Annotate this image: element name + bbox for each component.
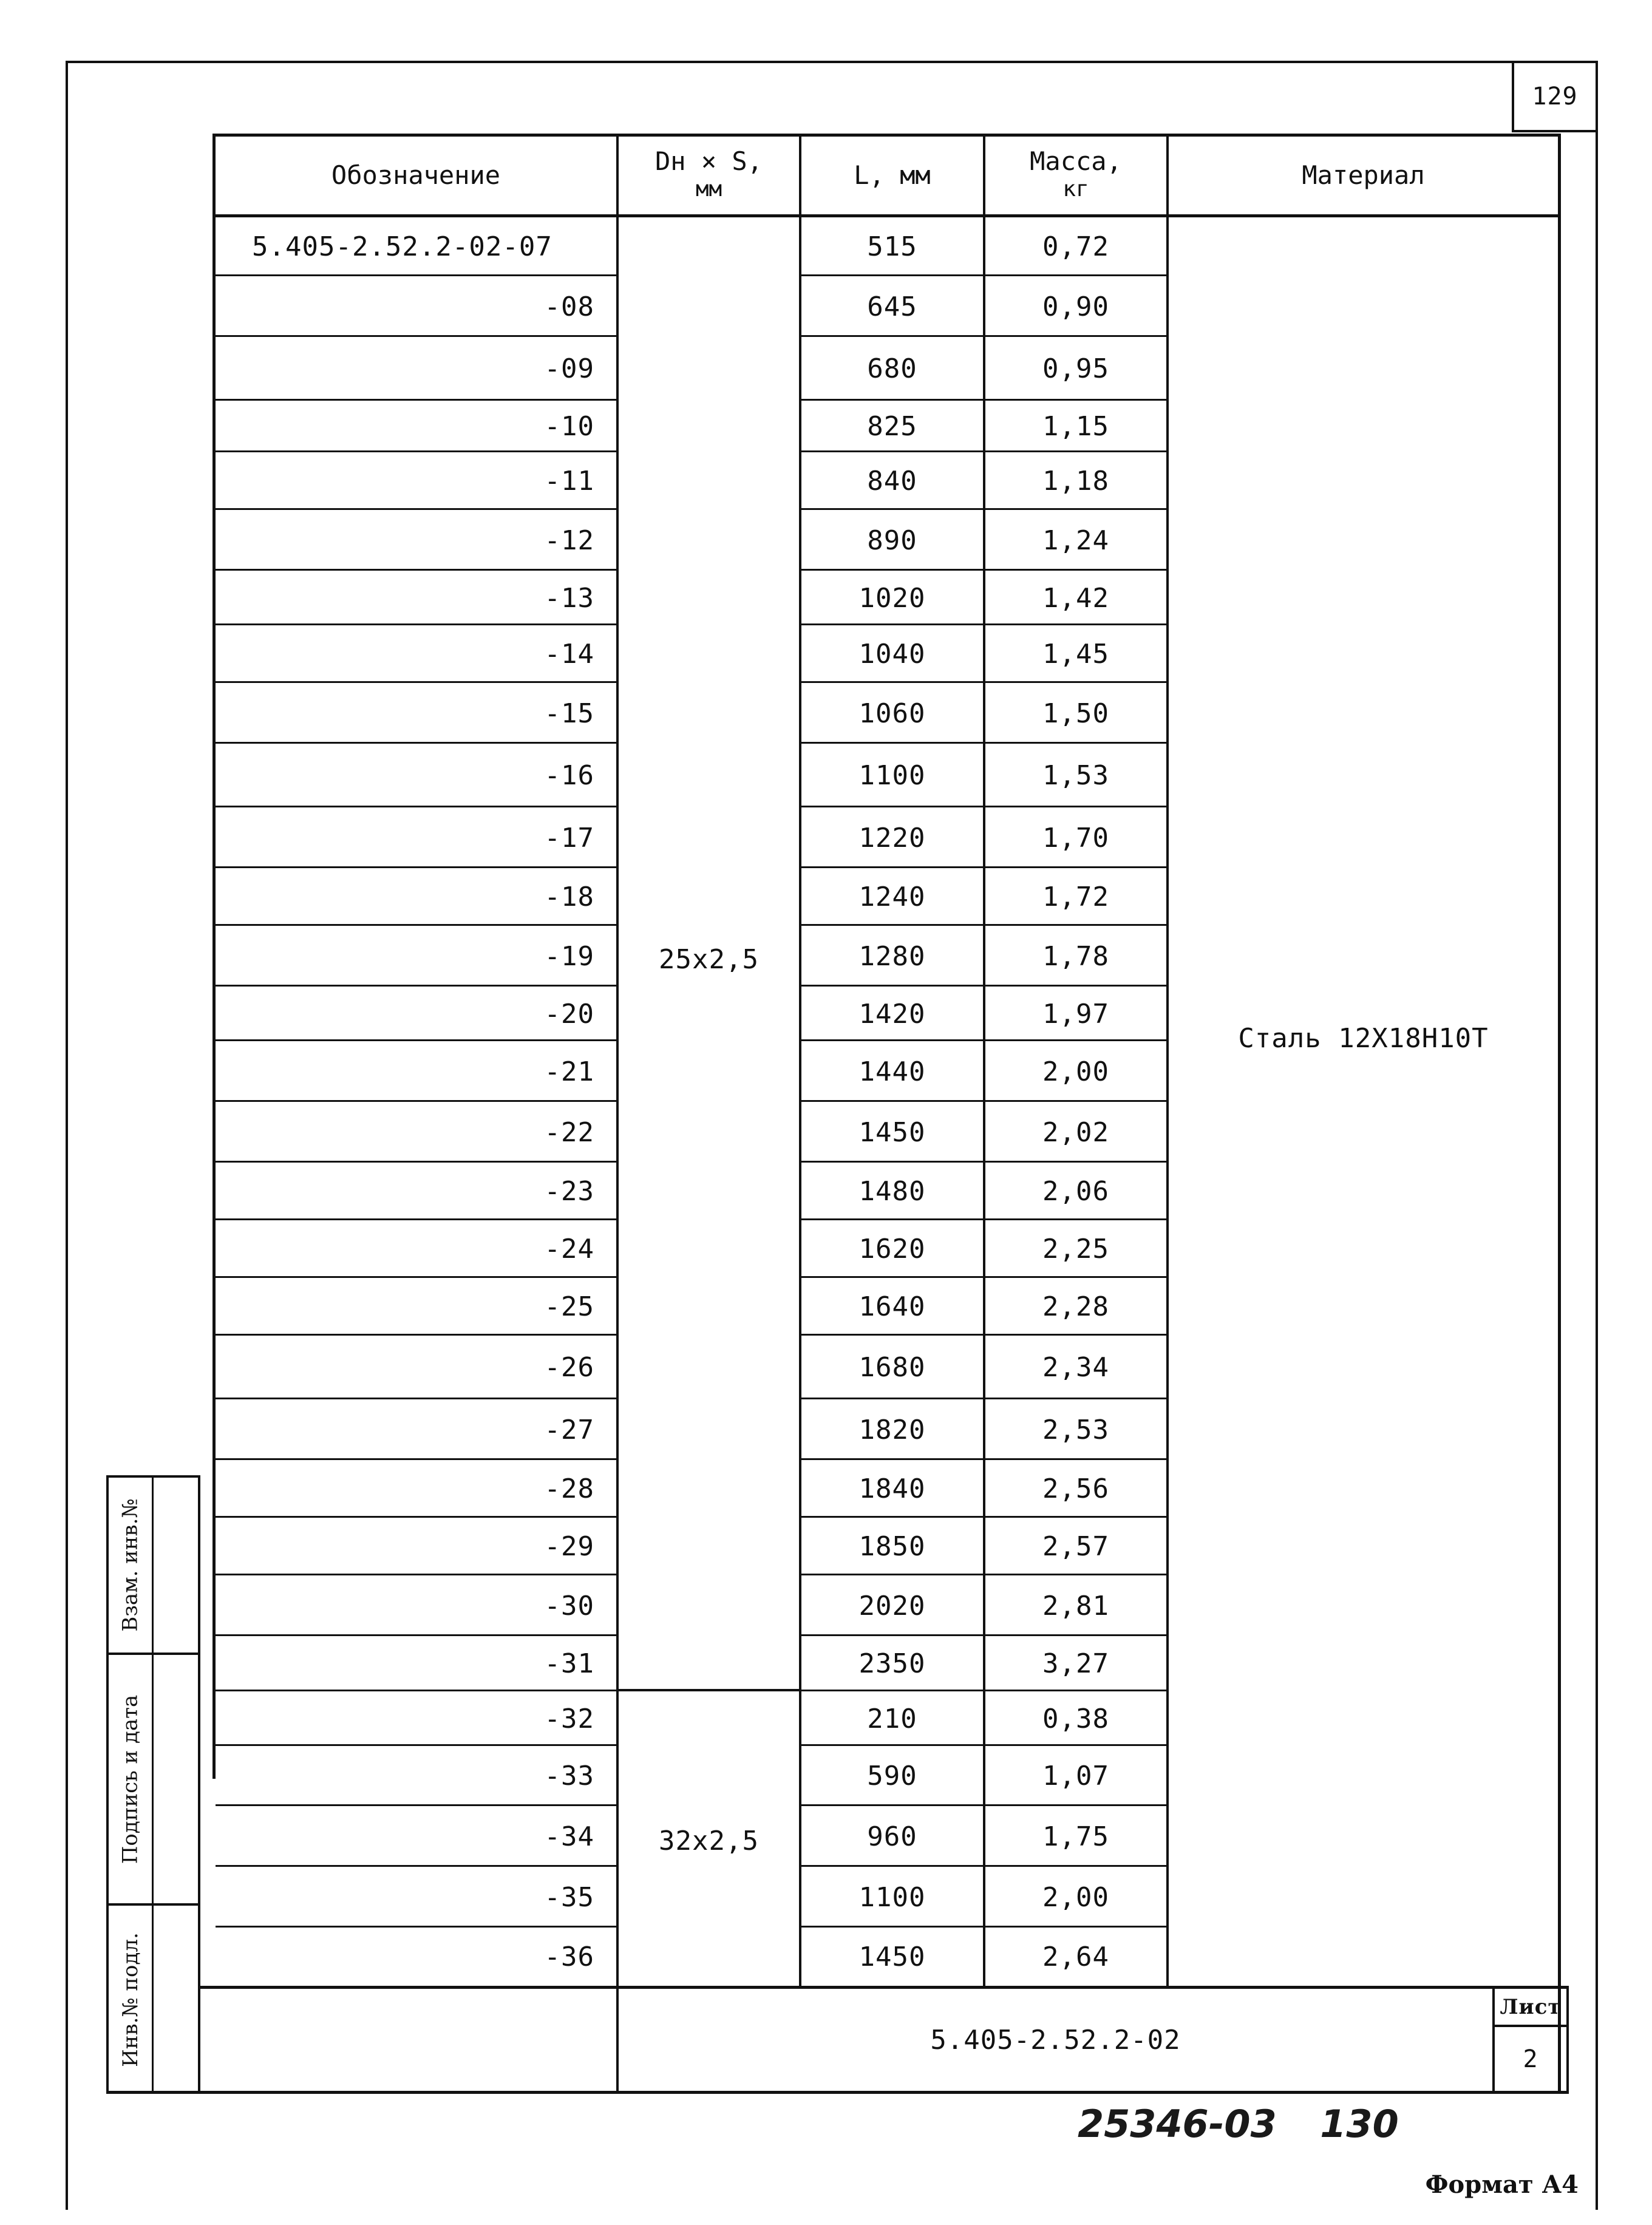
cell-designation: -14 <box>544 639 594 670</box>
title-block-right-line <box>1566 1986 1569 2094</box>
table-right-line <box>1558 134 1561 2093</box>
stamp-vzam-inv-label: Взам. инв.№ <box>118 1498 143 1632</box>
cell-designation: -22 <box>544 1116 594 1148</box>
page-number-box-bottom <box>1512 130 1598 132</box>
cell-mass: 2,06 <box>1042 1176 1109 1207</box>
stamp-right <box>198 1475 200 2093</box>
cell-length: 680 <box>867 353 917 384</box>
stamp-inner-left <box>152 1475 154 2093</box>
cell-mass: 2,56 <box>1042 1473 1109 1504</box>
cell-length: 1220 <box>858 822 926 854</box>
cell-mass: 2,57 <box>1042 1531 1109 1562</box>
cell-length: 515 <box>867 231 917 262</box>
dn-group-25: 25x2,5 <box>659 943 759 975</box>
cell-length: 1020 <box>858 582 926 614</box>
cell-length: 1620 <box>858 1234 926 1265</box>
col-divider-1 <box>616 134 619 2093</box>
cell-length: 1850 <box>858 1531 926 1562</box>
cell-mass: 1,42 <box>1042 582 1109 614</box>
cell-designation: -35 <box>544 1881 594 1913</box>
cell-length: 1040 <box>858 639 926 670</box>
stamp-podpis-data-label: Подпись и дата <box>118 1694 143 1864</box>
cell-mass: 2,00 <box>1042 1881 1109 1913</box>
cell-mass: 0,90 <box>1042 291 1109 322</box>
dn-group-separator <box>619 1689 799 1691</box>
cell-mass: 1,15 <box>1042 411 1109 442</box>
header-dn-s-label: Dн × S, <box>654 146 763 176</box>
header-dn-s <box>619 137 799 214</box>
cell-mass: 2,64 <box>1042 1941 1109 1972</box>
cell-length: 210 <box>867 1703 917 1734</box>
frame-left-line <box>66 61 68 2210</box>
cell-designation: -36 <box>544 1941 594 1972</box>
cell-mass: 0,72 <box>1042 231 1109 262</box>
cell-designation: -23 <box>544 1176 594 1207</box>
cell-length: 890 <box>867 525 917 556</box>
handwritten-note: 25346-03 130 <box>1078 2102 1399 2146</box>
cell-designation: -27 <box>544 1414 594 1445</box>
header-mass-label: Масса, <box>1030 146 1122 176</box>
cell-length: 1820 <box>858 1414 926 1445</box>
stamp-vzam-inv <box>109 1478 152 1653</box>
cell-designation: -08 <box>544 291 594 322</box>
sheet-label: Лист <box>1500 1994 1562 2019</box>
cell-designation: -32 <box>544 1703 594 1734</box>
cell-mass: 1,78 <box>1042 940 1109 972</box>
cell-length: 590 <box>867 1761 917 1792</box>
dn-group-32: 32x2,5 <box>659 1825 759 1856</box>
header-designation <box>216 137 616 214</box>
cell-length: 825 <box>867 411 917 442</box>
stamp-inv-podl-label: Инв.№ подл. <box>118 1932 143 2067</box>
cell-designation: -34 <box>544 1821 594 1852</box>
cell-designation: -30 <box>544 1590 594 1622</box>
cell-mass: 1,72 <box>1042 882 1109 912</box>
format-label: Формат А4 <box>1425 2170 1579 2199</box>
cell-designation: -33 <box>544 1761 594 1792</box>
material-value: Сталь 12Х18Н10Т <box>1238 1022 1489 1054</box>
sheet-number: 2 <box>1523 2045 1538 2073</box>
stamp-inv-podl <box>109 1906 152 2093</box>
cell-length: 1640 <box>858 1291 926 1322</box>
cell-designation: -13 <box>544 582 594 614</box>
cell-designation: -19 <box>544 940 594 972</box>
cell-length: 1280 <box>858 940 926 972</box>
cell-length: 2020 <box>858 1590 926 1622</box>
cell-length: 1450 <box>858 1116 926 1148</box>
cell-designation: -31 <box>544 1648 594 1679</box>
cell-mass: 1,24 <box>1042 525 1109 556</box>
cell-length: 960 <box>867 1821 917 1852</box>
cell-length: 1100 <box>858 1881 926 1913</box>
cell-designation: -18 <box>544 882 594 912</box>
cell-designation: -29 <box>544 1531 594 1562</box>
frame-right-line <box>1596 61 1598 2210</box>
cell-mass: 2,34 <box>1042 1352 1109 1383</box>
cell-designation: -25 <box>544 1291 594 1322</box>
cell-length: 2350 <box>858 1648 926 1679</box>
title-block-bottom-line <box>106 2091 1569 2094</box>
cell-mass: 2,00 <box>1042 1056 1109 1087</box>
cell-mass: 1,50 <box>1042 698 1109 729</box>
header-material-label: Материал <box>1302 160 1425 190</box>
cell-mass: 2,25 <box>1042 1234 1109 1265</box>
header-material <box>1169 137 1558 214</box>
cell-mass: 2,81 <box>1042 1590 1109 1622</box>
cell-mass: 3,27 <box>1042 1648 1109 1679</box>
cell-mass: 1,70 <box>1042 822 1109 854</box>
header-length-label: L, мм <box>854 160 931 190</box>
frame-top-line <box>66 61 1598 63</box>
header-dn-s-unit: мм <box>695 177 722 202</box>
cell-length: 1450 <box>858 1941 926 1972</box>
cell-designation: -24 <box>544 1234 594 1265</box>
cell-mass: 0,38 <box>1042 1703 1109 1734</box>
cell-length: 1240 <box>858 882 926 912</box>
cell-mass: 2,28 <box>1042 1291 1109 1322</box>
cell-designation: -12 <box>544 525 594 556</box>
cell-mass: 0,95 <box>1042 353 1109 384</box>
header-length <box>801 137 983 214</box>
title-block-top-line <box>198 1986 1569 1989</box>
cell-mass: 1,18 <box>1042 466 1109 497</box>
cell-designation: -10 <box>544 411 594 442</box>
cell-designation: -11 <box>544 466 594 497</box>
cell-length: 1440 <box>858 1056 926 1087</box>
cell-mass: 2,02 <box>1042 1116 1109 1148</box>
cell-mass: 1,45 <box>1042 639 1109 670</box>
cell-length: 645 <box>867 291 917 322</box>
cell-mass: 1,75 <box>1042 1821 1109 1852</box>
page-number: 129 <box>1532 83 1578 110</box>
cell-length: 840 <box>867 466 917 497</box>
header-mass <box>985 137 1166 214</box>
cell-length: 1680 <box>858 1352 926 1383</box>
cell-length: 1060 <box>858 698 926 729</box>
cell-length: 1480 <box>858 1176 926 1207</box>
cell-designation: -09 <box>544 353 594 384</box>
cell-mass: 1,97 <box>1042 998 1109 1030</box>
header-designation-label: Обозначение <box>331 160 501 190</box>
cell-mass: 2,53 <box>1042 1414 1109 1445</box>
cell-designation: 5.405-2.52.2-02-07 <box>252 231 552 262</box>
cell-designation: -28 <box>544 1473 594 1504</box>
cell-length: 1100 <box>858 760 926 791</box>
cell-mass: 1,53 <box>1042 760 1109 791</box>
cell-designation: -20 <box>544 998 594 1030</box>
doc-code: 5.405-2.52.2-02 <box>930 2024 1181 2056</box>
cell-designation: -21 <box>544 1056 594 1087</box>
stamp-podpis-data <box>109 1655 152 1903</box>
cell-designation: -15 <box>544 698 594 729</box>
cell-length: 1840 <box>858 1473 926 1504</box>
cell-designation: -26 <box>544 1352 594 1383</box>
cell-mass: 1,07 <box>1042 1761 1109 1792</box>
cell-length: 1420 <box>858 998 926 1030</box>
cell-designation: -17 <box>544 822 594 854</box>
header-mass-unit: кг <box>1062 177 1089 202</box>
cell-designation: -16 <box>544 760 594 791</box>
